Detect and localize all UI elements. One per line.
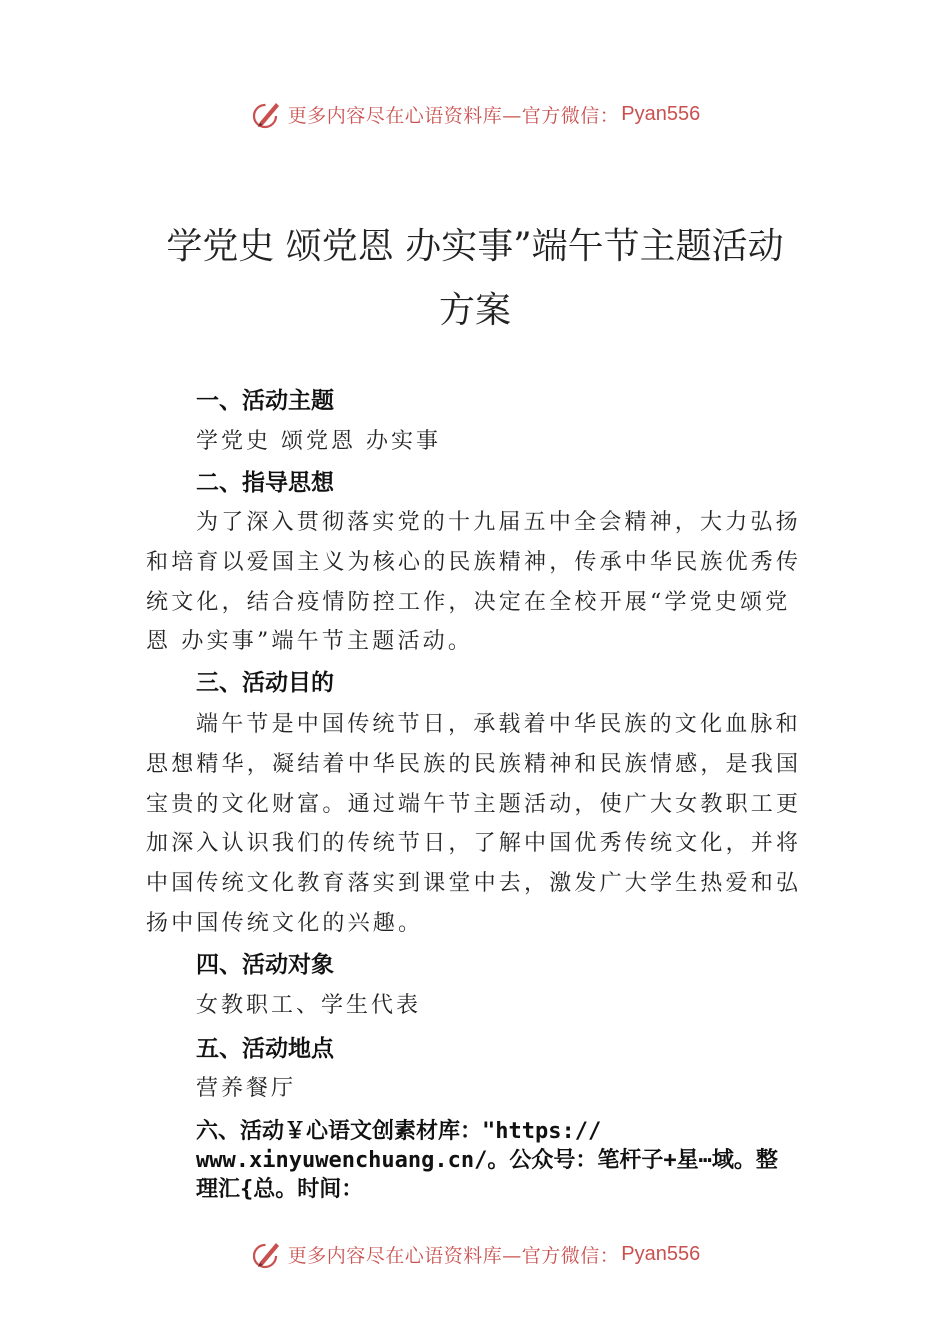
watermark-header — [0, 94, 950, 134]
watermark-text: 更多内容尽在心语资料库—官方微信： — [287, 104, 620, 127]
watermark-footer — [0, 1234, 950, 1274]
paragraph-line: 加深入认识我们的传统节日，了解中国优秀传统文化，并将 — [146, 831, 802, 856]
section-heading-4: 四、活动对象 — [196, 952, 334, 978]
paragraph-line: 为了深入贯彻落实党的十九届五中全会精神，大力弘扬 — [196, 510, 801, 535]
paragraph-line: 和培育以爱国主义为核心的民族精神，传承中华民族优秀传 — [146, 550, 802, 575]
paragraph-line: 端午节是中国传统节日，承载着中华民族的文化血脉和 — [196, 712, 801, 737]
pen-logo-icon — [250, 97, 284, 131]
section-body-5: 营养餐厅 — [196, 1076, 297, 1101]
section-heading-1: 一、活动主题 — [196, 388, 334, 414]
section-body-1: 学党史 颂党恩 办实事 — [196, 429, 441, 454]
pen-logo-icon — [250, 1237, 284, 1271]
paragraph-line: 统文化，结合疫情防控工作，决定在全校开展“学党史颂党 — [146, 590, 791, 615]
document-title-line1: 学党史 颂党恩 办实事”端午节主题活动 — [166, 226, 784, 267]
paragraph-line: 扬中国传统文化的兴趣。 — [146, 911, 424, 936]
section-heading-3: 三、活动目的 — [196, 670, 334, 696]
watermark-id: Pyan556 — [621, 102, 701, 125]
section-heading-5: 五、活动地点 — [196, 1036, 334, 1062]
watermark-id: Pyan556 — [621, 1242, 701, 1265]
section-heading-2: 二、指导思想 — [196, 470, 334, 496]
paragraph-line: 思想精华，凝结着中华民族的民族精神和民族情感，是我国 — [146, 752, 802, 777]
section-heading-6-line1: 六、活动￥心语文创素材库："https:// — [196, 1119, 602, 1144]
section-heading-6-line3: 理汇{总。时间： — [196, 1177, 364, 1202]
paragraph-line: 中国传统文化教育落实到课堂中去，激发广大学生热爱和弘 — [146, 871, 802, 896]
section-body-4: 女教职工、学生代表 — [196, 993, 422, 1018]
document-title-line2: 方案 — [438, 290, 511, 331]
paragraph-line: 宝贵的文化财富。通过端午节主题活动，使广大女教职工更 — [146, 792, 802, 817]
section-heading-6-line2: www.xinyuwenchuang.cn/。公众号：笔杆子+星⋯域。整 — [196, 1148, 778, 1173]
paragraph-line: 恩 办实事”端午节主题活动。 — [146, 629, 474, 654]
watermark-text: 更多内容尽在心语资料库—官方微信： — [287, 1244, 620, 1267]
